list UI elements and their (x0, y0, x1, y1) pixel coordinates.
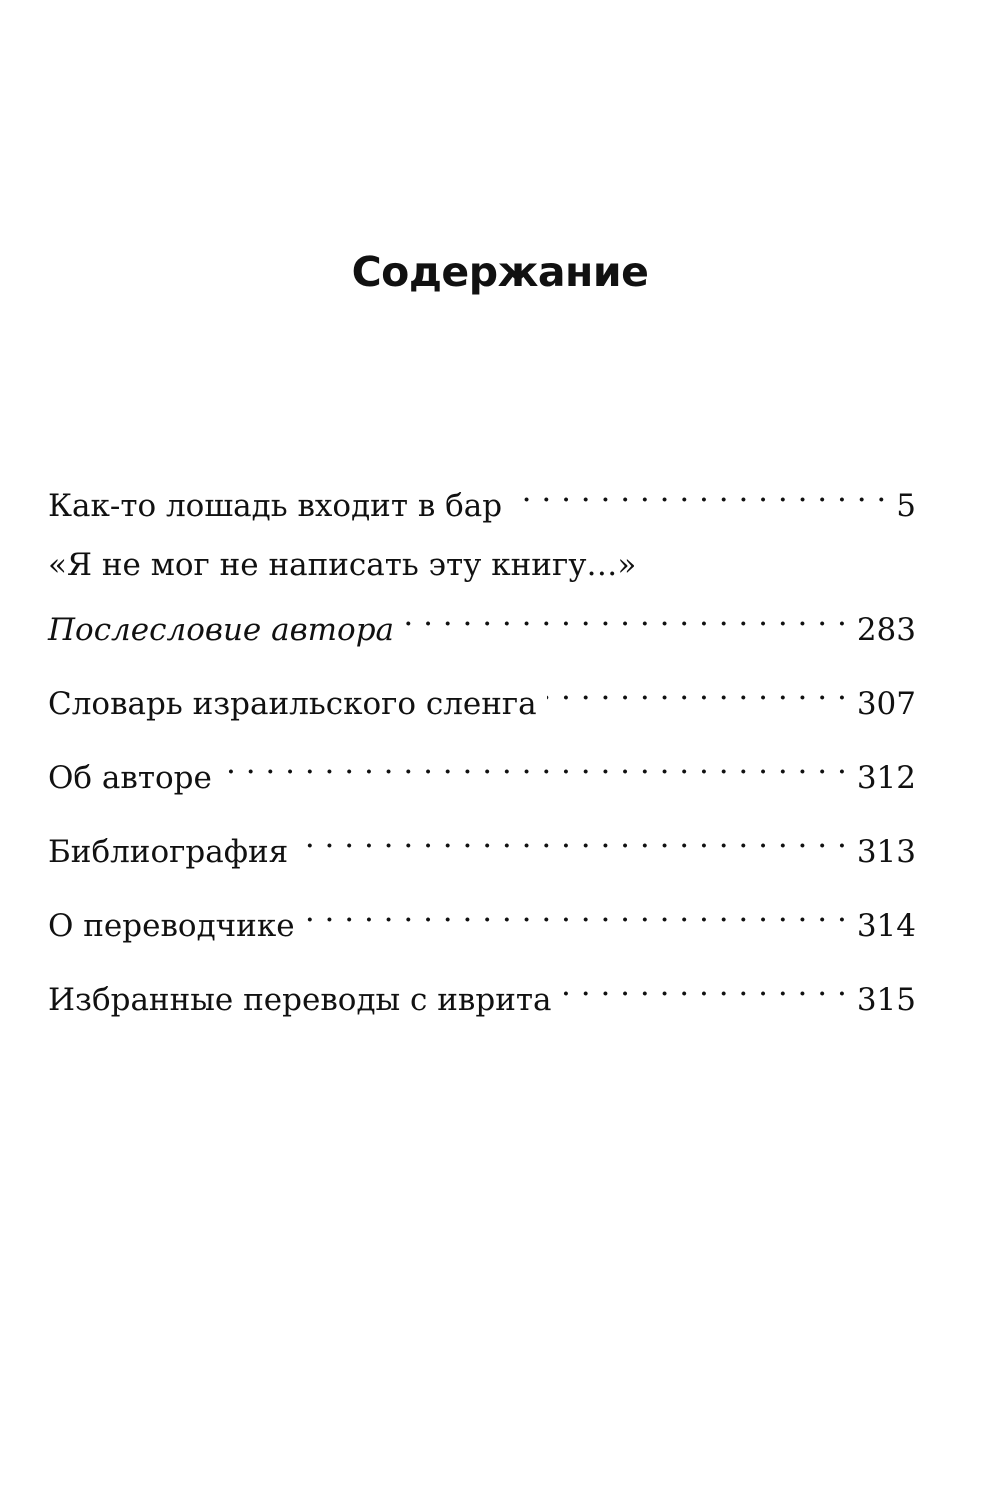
dot-leader (305, 886, 847, 936)
toc-line (48, 466, 916, 524)
toc-page-number: 312 (856, 760, 916, 796)
dot-leader (404, 590, 847, 640)
toc-entry-title: «Я не мог не написать эту книгу…» (48, 547, 637, 583)
table-of-contents (48, 466, 916, 1018)
toc-page-number: 283 (856, 612, 916, 648)
dot-leader (562, 960, 847, 1010)
toc-entry-subtitle: Послесловие автора (48, 612, 395, 648)
toc-entry-title: Словарь израильского сленга (48, 686, 537, 722)
toc-page-number: 314 (856, 908, 916, 944)
dot-leader (298, 812, 847, 862)
toc-entry-title: Библиография (48, 834, 289, 870)
toc-entry (48, 664, 916, 722)
dot-leader (222, 738, 847, 788)
dot-leader (547, 664, 847, 714)
toc-line (48, 812, 916, 870)
toc-line (48, 738, 916, 796)
toc-line (48, 960, 916, 1018)
toc-page-number: 315 (856, 982, 916, 1018)
toc-page-number: 5 (896, 488, 916, 524)
toc-entry-title: Как-то лошадь входит в бар (48, 488, 503, 524)
dot-leader (512, 466, 886, 516)
toc-line (48, 664, 916, 722)
toc-entry-title: О переводчике (48, 908, 295, 944)
toc-entry (48, 812, 916, 870)
toc-entry (48, 466, 916, 524)
toc-page-number: 307 (856, 686, 916, 722)
toc-line (48, 886, 916, 944)
toc-entry (48, 738, 916, 796)
toc-entry-title: Избранные переводы с иврита (48, 982, 552, 1018)
page-title: Содержание (351, 248, 649, 296)
toc-line (48, 590, 916, 648)
toc-page-number: 313 (856, 834, 916, 870)
toc-entry (48, 886, 916, 944)
toc-entry-title: Об авторе (48, 760, 212, 796)
toc-entry (48, 960, 916, 1018)
toc-line (48, 540, 916, 590)
toc-entry (48, 540, 916, 648)
